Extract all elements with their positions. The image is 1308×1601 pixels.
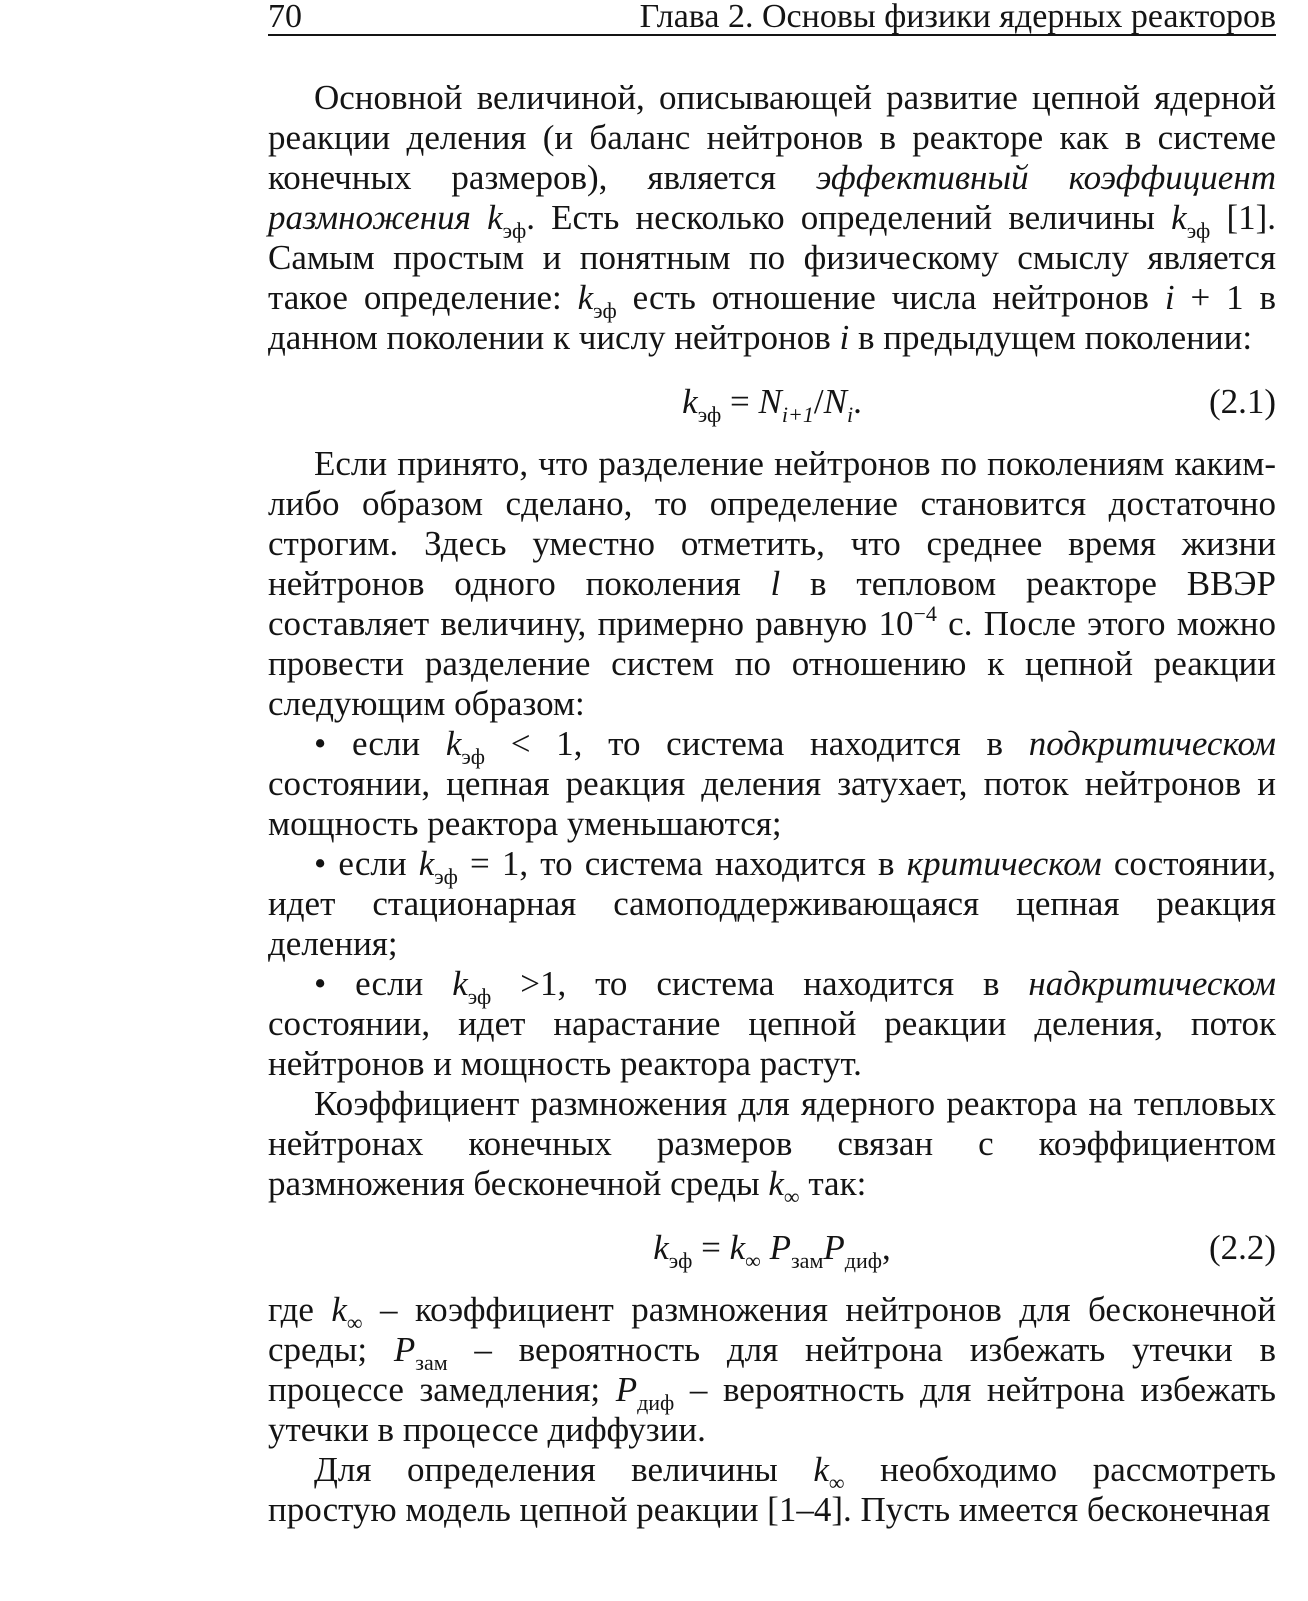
paragraph-generations: Если принято, что разделение нейтронов по поколениям каким-либо образом сделано, то определение становится достаточно строгим. Здесь уместно отметить, что среднее время жизни нейтронов одного поколения l в тепловом реакторе ВВЭР составляет величину, примерно равную $10^{-4}$ с. После этого можно провести разделение систем по отношению к цепной реакции следующим образом: xyxy=(268,444,1276,723)
paragraph-simple-model: Для определения величины $k_\infty$ необходимо рассмотреть простую модель цепной реакции [1–4]. Пусть имеется бесконечная xyxy=(268,1450,1277,1529)
emphasis-term: эффективный коэффициент размножения xyxy=(268,158,1276,237)
book-page xyxy=(268,0,1276,1601)
paragraph-where: где $k_\infty$ – коэффициент размножения нейтронов для бесконечной среды; $P_{зам}$ – вероятность для нейтрона избежать утечки в процессе замедления; $P_{диф}$ – вероятность для нейтрона избежать утечки в процессе диффузии. xyxy=(268,1290,1277,1449)
running-title: Глава 2. Основы физики ядерных реакторов xyxy=(639,0,1276,35)
paragraph-keff-definition: Основной величиной, описывающей развитие цепной ядерной реакции деления (и баланс нейтронов в реакторе как в системе конечных размеров), является эффективный коэффициент размножения $k_{эф}$. Есть несколько определений величины $k_{эф}$ [1]. Самым простым и понятным по физическому смыслу является такое определение: $k_{эф}$ есть отношение числа нейтронов i + 1 в данном поколении к числу нейтронов i в предыдущем поколении: xyxy=(268,78,1277,357)
emphasis-term: надкритическом xyxy=(1028,964,1276,1003)
paragraph-finite-reactor: Коэффициент размножения для ядерного реактора на тепловых нейтронах конечных размеров связан с коэффициентом размножения бесконечной среды $k_\infty$ так: xyxy=(268,1084,1276,1209)
emphasis-term: критическом xyxy=(906,844,1102,883)
equation-number: (2.1) xyxy=(1208,382,1276,421)
equation-2-1 xyxy=(268,382,1276,427)
body-text xyxy=(268,78,1276,1530)
bullet-critical: • если $k_{эф} = 1$, то система находится в критическом состоянии, идет стационарная самоподдерживающаяся цепная реакция деления; xyxy=(268,844,1277,963)
equation-formula: $k_{эф} = N_{i+1}/N_i$. xyxy=(682,382,862,427)
page-number: 70 xyxy=(268,0,302,35)
equation-formula: $k_{эф} = k_\infty$ $P_{зам}P_{диф}$, xyxy=(653,1228,891,1273)
equation-number: (2.2) xyxy=(1208,1228,1276,1267)
equation-2-2 xyxy=(268,1228,1276,1273)
bullet-supercritical: • если $k_{эф} >1$, то система находится в надкритическом состоянии, идет нарастание цепной реакции деления, поток нейтронов и мощность реактора растут. xyxy=(268,964,1276,1083)
emphasis-term: подкритическом xyxy=(1028,724,1277,763)
running-head xyxy=(268,0,1276,36)
bullet-subcritical: • если $k_{эф} < 1$, то система находится в подкритическом состоянии, цепная реакция деления затухает, поток нейтронов и мощность реактора уменьшаются; xyxy=(268,724,1277,843)
